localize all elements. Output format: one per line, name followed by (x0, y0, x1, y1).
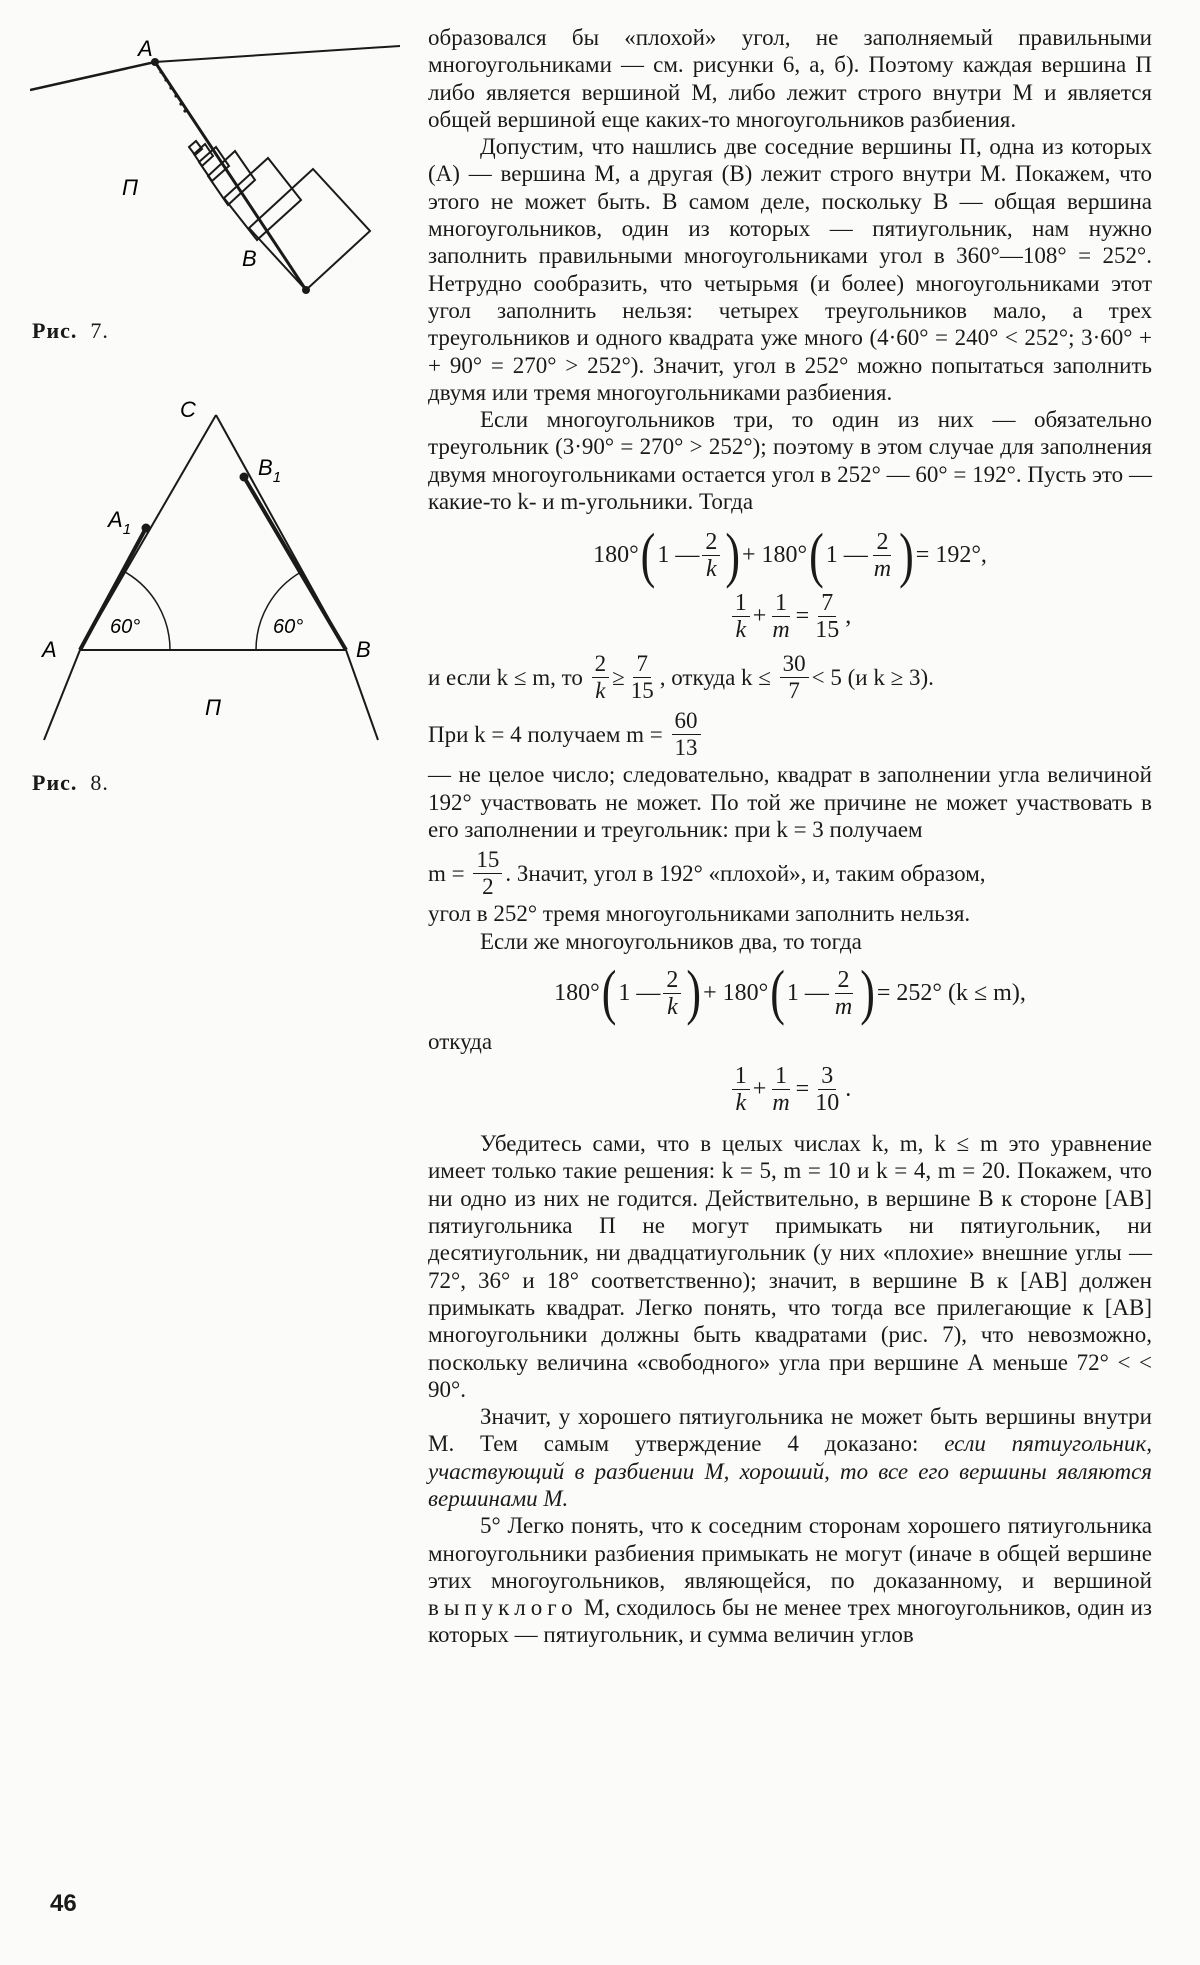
fig7-label-a: A (138, 40, 153, 61)
fig8-label-a1: $A_1$ (108, 507, 132, 538)
paragraph-12: 5° Легко понять, что к соседним сторонам хорошего пятиугольника многоугольники разбиения примыкать не могут (иначе в общей вершине этих многоугольников, являющейся, по доказанному, и вершиной выпуклого М, сходилось бы не менее трех многоугольников, один из которых — пятиугольник, и сумма величин углов (428, 1513, 1152, 1648)
formula-3: 180° ( 1 — $\frac{2}{k}$ ) + 180° ( 1 — $\frac{2}{m}$ ) = 252° (k ≤ m), (554, 958, 1026, 1027)
paragraph-2: Допустим, что нашлись две соседние вершины П, одна из которых (А) — вершина М, а другая (В) лежит строго внутри М. Покажем, что этого не может быть. В самом деле, поскольку В — общая вершина многоугольников, один из которых — пятиугольник, нам нужно заполнить правильными многоугольниками угол в 360°—108° = 252°. Нетрудно сообразить, что четырьмя (и более) многоугольниками этот угол заполнить нельзя: четырех треугольников мало, а трех треугольников и одного квадрата уже много (4·60° = 240° < 252°; 3·60° + + 90° = 270° > 252°). Значит, угол в 252° можно попытаться заполнить двумя или тремя многоугольниками разбиения. (428, 134, 1152, 405)
fig7-label-p: П (122, 175, 138, 200)
formula-4: $\frac{1}{k}$ + $\frac{1}{m}$ = $\frac{3}{10}$ . (428, 1063, 1152, 1116)
paragraph-1: образовался бы «плохой» угол, не заполняемый правильными многоугольниками — см. рисунки 6, а, б). Поэтому каждая вершина П либо является вершиной М, либо лежит строго внутри М и является общей вершиной еще каких-то многоугольников разбиения. (428, 25, 1152, 132)
fig8-angle-right: 60° (273, 616, 304, 638)
paragraph-11: Значит, у хорошего пятиугольника не может быть вершины внутри М. Тем самым утверждение 4 доказано: если пятиугольник, участвующий в разбиении М, хороший, то все его вершины являются вершинами М. (428, 1404, 1152, 1511)
figure-8 (30, 395, 420, 755)
formula-2: $\frac{1}{k}$ + $\frac{1}{m}$ = $\frac{7}{15}$ , (428, 590, 1152, 643)
paragraph-8: Если же многоугольников два, то тогда (480, 928, 862, 954)
fig7-label-b: B (242, 246, 257, 271)
figure-7 (30, 40, 420, 340)
fig8-label-c: C (180, 397, 196, 422)
formula-1: 180° ( 1 — $\frac{2}{k}$ ) + 180° ( 1 — $\frac{2}{m}$ ) = 192°, (593, 520, 987, 590)
paragraph-7: угол в 252° тремя многоугольниками заполнить нельзя. (428, 901, 971, 927)
figure-8-caption: Рис. 8. (32, 770, 109, 795)
fig8-label-a: A (42, 637, 57, 662)
paragraph-4: и если k ≤ m, то $\frac{2}{k}$ ≥ $\frac{7}{15}$ , откуда k ≤ $\frac{30}{7}$ < 5 (и k ≥ 3). (428, 651, 934, 704)
fig8-label-p: П (205, 695, 221, 720)
paragraph-5-lead: При k = 4 получаем m = $\frac{60}{13}$ (428, 708, 1152, 761)
fig8-angle-left: 60° (110, 616, 141, 638)
paragraph-10: Убедитесь сами, что в целых числах k, m, k ≤ m это уравнение имеет только такие решения: k = 5, m = 10 и k = 4, m = 20. Покажем, что ни одно из них не годится. Действительно, в вершине В к стороне [АВ] пятиугольника П не могут примыкать ни пятиугольник, ни десятиугольник, ни двадцатиугольник (у них «плохие» внешние углы — 72°, 36° и 18° соответственно); значит, в вершине В к [АВ] должен примыкать квадрат. Легко понять, что тогда все прилегающие к [АВ] многоугольники должны быть квадратами (рис. 7), что невозможно, поскольку величина «свободного» угла при вершине А меньше 72° < < 90°. (428, 1131, 1152, 1402)
paragraph-3: Если многоугольников три, то один из них — обязательно треугольник (3·90° = 270° > 252°); поэтому в этом случае для заполнения двумя многоугольниками остается угол в 252° — 60° = 192°. Пусть это — какие-то k- и m-угольники. Тогда (428, 407, 1152, 515)
figure-7-caption: Рис. 7. (32, 318, 109, 343)
text-column (428, 24, 1152, 1649)
fig8-label-b1: $B_1$ (258, 455, 282, 486)
fig8-label-b: B (356, 637, 371, 662)
paragraph-9: откуда (428, 1028, 493, 1054)
paragraph-6: m = $\frac{15}{2}$ . Значит, угол в 192° «плохой», и, таким образом, (428, 847, 986, 900)
paragraph-5: — не целое число; следовательно, квадрат в заполнении угла величиной 192° участвовать не может. По той же причине не может участвовать в его заполнении и треугольник: при k = 3 получаем (428, 762, 1152, 842)
page-number: 46 (50, 1890, 77, 1917)
statement-italic: если пятиугольник, участвующий в разбиении М, хороший, то все его вершины являются вершинами М. (428, 1431, 1152, 1511)
